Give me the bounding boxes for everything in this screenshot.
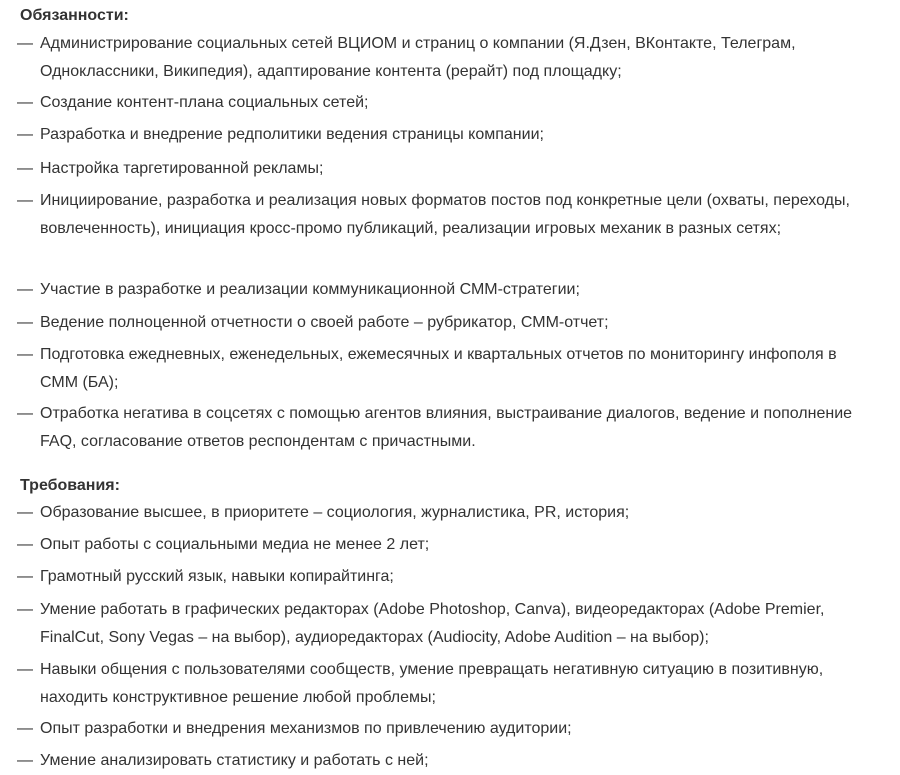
list-item-text: Разработка и внедрение редполитики ведения страницы компании;: [40, 126, 544, 143]
dash-marker: —: [17, 192, 33, 209]
list-item-text: Умение работать в графических редакторах (Adobe Photoshop, Canva), видеоредакторах (Adobe Premier, FinalCut, Sony Vegas – на выбор), аудиоредакторах (Audiocity, Adobe Audition – на выбор);: [40, 601, 825, 646]
list-item-text: Ведение полноценной отчетности о своей работе – рубрикатор, СММ-отчет;: [40, 314, 609, 331]
dash-marker: —: [17, 661, 33, 678]
list-item-text: Настройка таргетированной рекламы;: [40, 160, 324, 177]
dash-marker: —: [17, 504, 33, 521]
dash-marker: —: [17, 126, 33, 143]
list-item-text: Подготовка ежедневных, еженедельных, ежемесячных и квартальных отчетов по мониторингу инфополя в СММ (БА);: [40, 346, 837, 391]
list-item: [17, 499, 877, 527]
dash-marker: —: [17, 752, 33, 769]
list-item-text: Создание контент-плана социальных сетей;: [40, 94, 369, 111]
duties-heading: Обязанности:: [20, 7, 129, 24]
dash-marker: —: [17, 346, 33, 363]
list-item: [17, 89, 877, 117]
list-item-text: Образование высшее, в приоритете – социология, журналистика, PR, история;: [40, 504, 630, 521]
list-item: [17, 341, 877, 396]
list-item-text: Умение анализировать статистику и работать с ней;: [40, 752, 429, 769]
list-item-text: Опыт работы с социальными медиа не менее 2 лет;: [40, 536, 430, 553]
dash-marker: —: [17, 35, 33, 52]
dash-marker: —: [17, 94, 33, 111]
list-item: [17, 563, 877, 591]
list-item: [17, 121, 877, 149]
list-item-text: Инициирование, разработка и реализация новых форматов постов под конкретные цели (охваты, переходы, вовлеченность), инициация кросс-промо публикаций, реализации игровых механик в разных сетях;: [40, 192, 850, 237]
list-item-text: Участие в разработке и реализации коммуникационной СММ-стратегии;: [40, 281, 580, 298]
list-item: [17, 715, 877, 743]
list-item: [17, 30, 877, 85]
dash-marker: —: [17, 160, 33, 177]
list-item: [17, 187, 877, 242]
list-item-text: Администрирование социальных сетей ВЦИОМ и страниц о компании (Я.Дзен, ВКонтакте, Телеграм, Одноклассники, Википедия), адаптирование контента (рерайт) под площадку;: [40, 35, 796, 80]
dash-marker: —: [17, 314, 33, 331]
list-item-text: Грамотный русский язык, навыки копирайтинга;: [40, 568, 394, 585]
list-item-text: Отработка негатива в соцсетях с помощью агентов влияния, выстраивание диалогов, ведение и пополнение FAQ, согласование ответов респондентам с причастными.: [40, 405, 853, 450]
list-item-text: Навыки общения с пользователями сообществ, умение превращать негативную ситуацию в позитивную, находить конструктивное решение любой проблемы;: [40, 661, 824, 706]
dash-marker: —: [17, 720, 33, 737]
list-item: [17, 656, 877, 711]
requirements-heading: Требования:: [20, 477, 120, 494]
list-item: [17, 596, 877, 651]
list-item: [17, 747, 877, 775]
list-item-text: Опыт разработки и внедрения механизмов по привлечению аудитории;: [40, 720, 572, 737]
list-item: [17, 309, 877, 337]
dash-marker: —: [17, 405, 33, 422]
dash-marker: —: [17, 536, 33, 553]
list-item: [17, 531, 877, 559]
dash-marker: —: [17, 568, 33, 585]
dash-marker: —: [17, 281, 33, 298]
dash-marker: —: [17, 601, 33, 618]
list-item: [17, 276, 877, 304]
list-item: [17, 155, 877, 183]
list-item: [17, 400, 877, 455]
